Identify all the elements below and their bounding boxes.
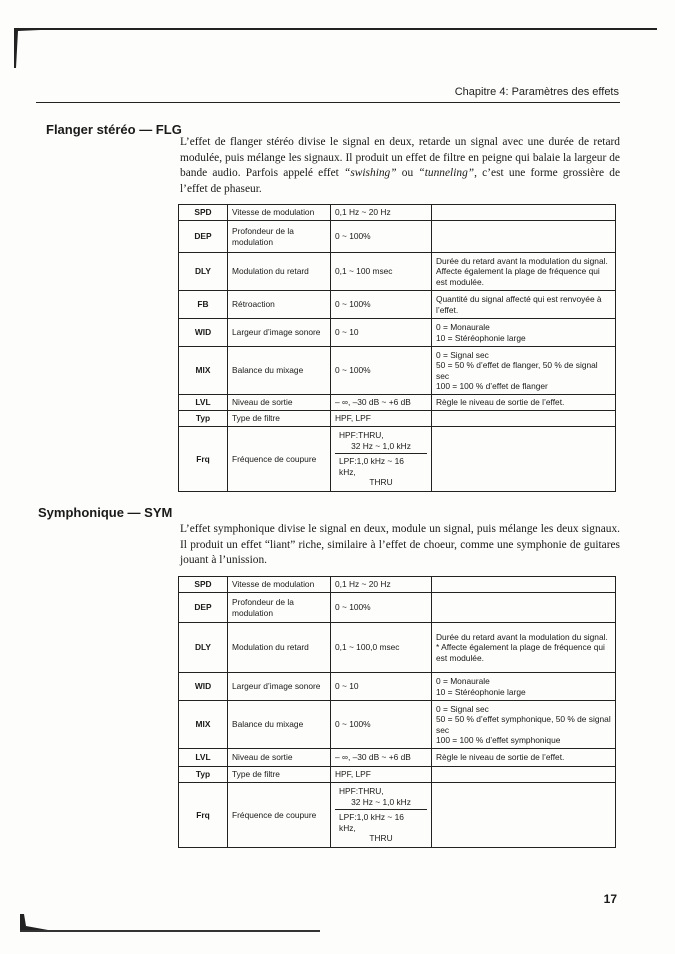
param-code: DEP [179,221,228,253]
param-note: Durée du retard avant la modulation du signal. Affecte également la plage de fréquence qui est modulée. [432,253,616,291]
param-note [432,427,616,492]
param-name: Rétroaction [228,291,331,319]
param-note: Règle le niveau de sortie de l’effet. [432,749,616,767]
table-row [179,395,616,411]
param-range [331,427,432,492]
table-row [179,673,616,701]
param-name: Largeur d’image sonore [228,319,331,347]
param-note [432,767,616,783]
note-line: 0 = Signal sec [436,703,489,714]
param-range [331,783,432,848]
param-note [432,319,616,347]
corner-mark [14,28,40,68]
param-range: – ∞, –30 dB ~ +6 dB [331,749,432,767]
param-range: 0 ~ 100% [331,347,432,395]
param-code: DEP [179,593,228,623]
table-row [179,701,616,749]
symphonic-parameter-table [178,576,616,848]
lpf-range-line: LPF:1,0 kHz ~ 16 kHz, [339,456,404,477]
table-row [179,749,616,767]
section-title-symphonic: Symphonique — SYM [38,505,173,520]
lpf-range-line: THRU [369,477,393,487]
param-name: Modulation du retard [228,623,331,673]
table-row [179,411,616,427]
param-note [432,673,616,701]
param-code: Typ [179,767,228,783]
lpf-range-line: LPF:1,0 kHz ~ 16 kHz, [339,812,404,833]
param-note: Règle le niveau de sortie de l’effet. [432,395,616,411]
param-range: 0 ~ 100% [331,701,432,749]
param-code: Frq [179,427,228,492]
param-name: Type de filtre [228,411,331,427]
symphonic-intro: L’effet symphonique divise le signal en deux, module un signal, puis mélange les deux signaux. Il produit un effet “liant” riche, similaire à l’effet de choeur, comme une symphonie de guitares jouant à l’unission. [180,523,620,566]
table-row [179,347,616,395]
param-code: MIX [179,701,228,749]
chapter-header: Chapitre 4: Paramètres des effets [454,86,619,98]
lpf-range-line: THRU [369,833,393,843]
page-number: 17 [603,892,617,906]
note-line: Durée du retard avant la modulation du signal. [436,631,608,642]
param-range: 0,1 Hz ~ 20 Hz [331,205,432,221]
note-line: 100 = 100 % d’effet symphonique [436,735,561,745]
note-line: 50 = 50 % d’effet de flanger, 50 % de signal sec [436,360,598,381]
param-name: Type de filtre [228,767,331,783]
param-name: Fréquence de coupure [228,783,331,848]
param-note [432,205,616,221]
top-rule [18,28,657,30]
table-row [179,623,616,673]
lpf-range [335,454,427,490]
table-row [179,593,616,623]
param-note [432,411,616,427]
param-name: Balance du mixage [228,347,331,395]
bottom-rule [20,930,320,932]
note-line: 0 = Monaurale [436,676,490,686]
param-name: Vitesse de modulation [228,205,331,221]
param-note [432,701,616,749]
param-code: DLY [179,253,228,291]
param-code: SPD [179,205,228,221]
note-line: 100 = 100 % d’effet de flanger [436,381,548,391]
hpf-range [335,784,427,810]
param-code: LVL [179,395,228,411]
param-range: 0 ~ 10 [331,319,432,347]
note-line: 0 = Monaurale [436,322,490,332]
param-note [432,783,616,848]
hpf-range-line: HPF:THRU, [339,430,384,440]
param-name: Fréquence de coupure [228,427,331,492]
param-range: – ∞, –30 dB ~ +6 dB [331,395,432,411]
param-code: MIX [179,347,228,395]
hpf-range-line: 32 Hz ~ 1,0 kHz [351,440,411,451]
flanger-intro: L’effet de flanger stéréo divise le signal en deux, retarde un signal avec une durée de retard modulée, puis mélange les signaux. Il produit un effet de filtre en peigne qui balaie la largeur de bande audio. Parfois appelé effet “swishing” ou “tunneling”, c’est une forme grossière de l’effet de phaseur. [180,136,620,195]
param-range: HPF, LPF [331,411,432,427]
table-row [179,767,616,783]
note-line: 10 = Stéréophonie large [436,686,526,697]
param-code: Frq [179,783,228,848]
note-line: 0 = Signal sec [436,349,489,360]
param-note [432,593,616,623]
param-name: Vitesse de modulation [228,577,331,593]
note-line: 50 = 50 % d’effet symphonique, 50 % de signal sec [436,714,611,735]
param-name: Balance du mixage [228,701,331,749]
section-title-flanger: Flanger stéréo — FLG [46,122,182,137]
table-row [179,253,616,291]
param-note: Quantité du signal affecté qui est renvoyée à l’effet. [432,291,616,319]
param-range: 0 ~ 100% [331,593,432,623]
hpf-range-line: 32 Hz ~ 1,0 kHz [351,796,411,807]
param-range: 0,1 ~ 100 msec [331,253,432,291]
param-code: FB [179,291,228,319]
hpf-range-line: HPF:THRU, [339,786,384,796]
param-name: Profondeur de la modulation [228,221,331,253]
param-code: SPD [179,577,228,593]
param-name: Largeur d’image sonore [228,673,331,701]
param-code: DLY [179,623,228,673]
table-row [179,577,616,593]
param-note [432,221,616,253]
lpf-range [335,810,427,846]
param-name: Profondeur de la modulation [228,593,331,623]
param-code: WID [179,673,228,701]
param-range: 0,1 Hz ~ 20 Hz [331,577,432,593]
table-row [179,221,616,253]
param-name: Niveau de sortie [228,395,331,411]
note-line: * Affecte également la plage de fréquence qui est modulée. [436,642,605,663]
param-note [432,577,616,593]
table-row [179,783,616,848]
hpf-range [335,428,427,454]
param-range: 0,1 ~ 100,0 msec [331,623,432,673]
note-line: 10 = Stéréophonie large [436,332,526,343]
table-row [179,427,616,492]
param-code: WID [179,319,228,347]
header-rule [36,102,620,103]
flanger-parameter-table [178,204,616,492]
param-range: 0 ~ 100% [331,291,432,319]
table-row [179,205,616,221]
param-code: LVL [179,749,228,767]
param-note [432,623,616,673]
param-name: Niveau de sortie [228,749,331,767]
param-name: Modulation du retard [228,253,331,291]
param-range: 0 ~ 10 [331,673,432,701]
param-code: Typ [179,411,228,427]
param-note [432,347,616,395]
param-range: 0 ~ 100% [331,221,432,253]
table-row [179,319,616,347]
table-row [179,291,616,319]
param-range: HPF, LPF [331,767,432,783]
